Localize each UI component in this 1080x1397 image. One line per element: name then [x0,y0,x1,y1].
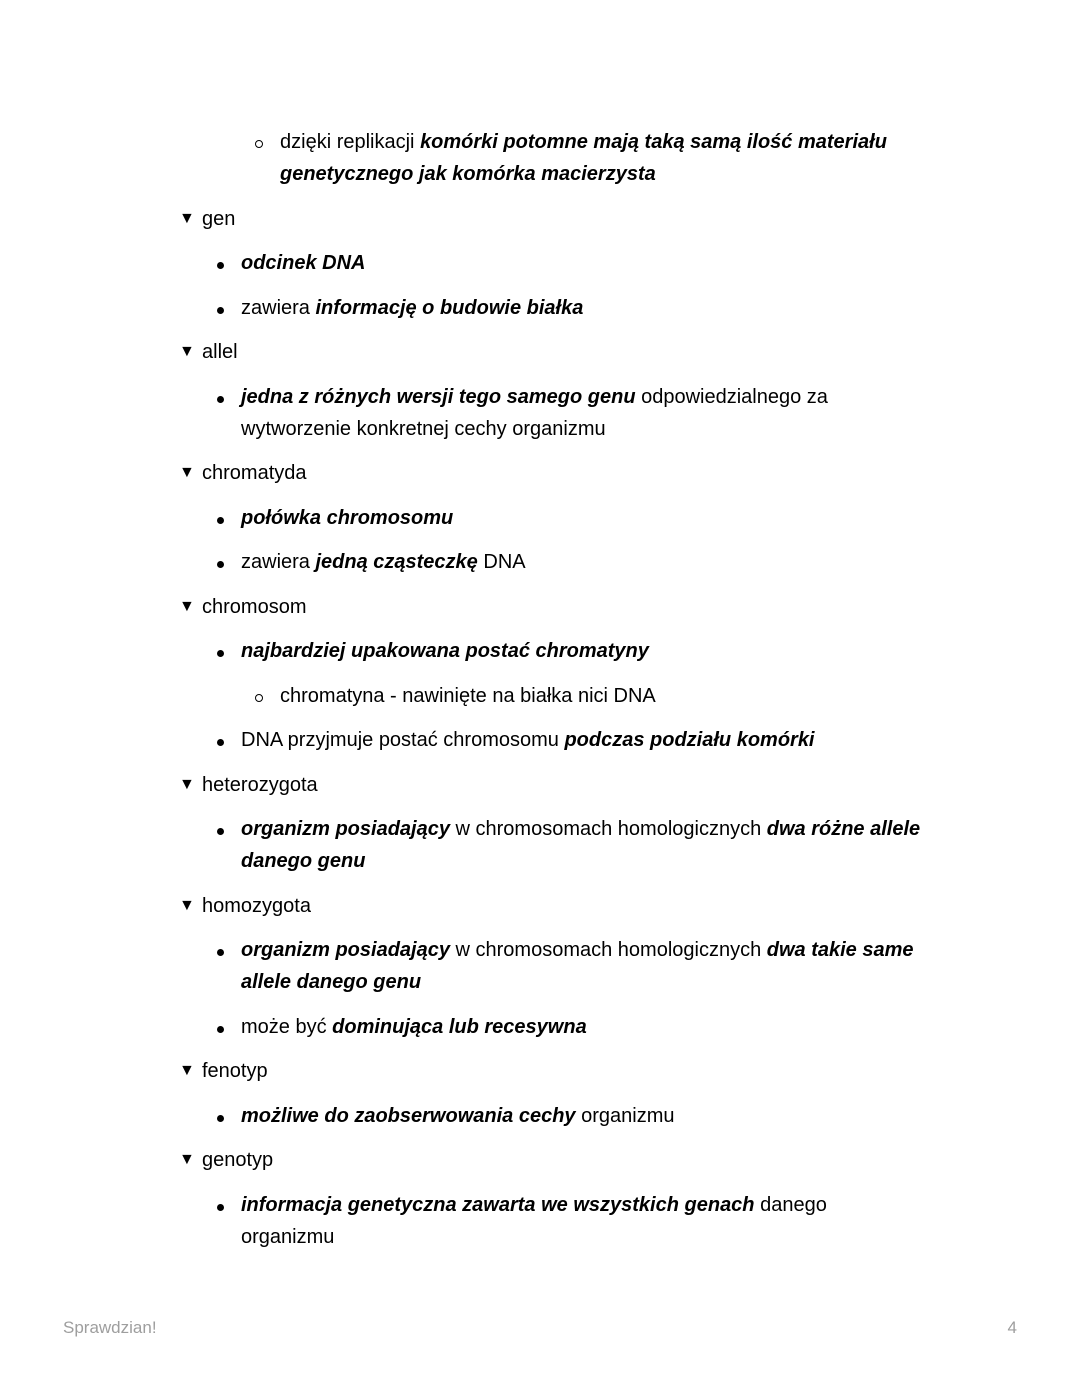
bullet-disc-icon [217,381,224,413]
plain-text: odpowiedzialnego za wytworzenie konkretnej cechy organizmu [241,385,828,440]
plain-text: zawiera [241,296,316,319]
list-item [0,381,1080,445]
list-item [0,635,1080,667]
toggle-triangle-icon[interactable]: ▼ [179,597,195,615]
plain-text: DNA [477,551,526,573]
item-text [202,890,922,922]
toggle-heading[interactable] [0,1144,1080,1176]
list-item [0,502,1080,534]
emphasized-text: organizm posiadający [241,939,450,961]
plain-text: danego organizmu [241,1193,827,1248]
emphasized-text: organizm posiadający [241,818,450,840]
toggle-heading[interactable] [0,1055,1080,1087]
toggle-heading[interactable] [0,769,1080,801]
item-text [241,635,921,667]
list-item [0,546,1080,578]
bullet-disc-icon [217,292,224,324]
list-item [0,247,1080,279]
list-item [0,1189,1080,1253]
emphasized-text: informacja genetyczna zawarta we wszystkich genach [241,1193,755,1216]
item-text [241,1100,921,1132]
item-text [241,1189,921,1253]
bullet-circle-icon [255,680,263,712]
bullet-disc-icon [217,635,224,667]
bullet-disc-icon [217,1011,224,1043]
toggle-triangle-icon[interactable]: ▼ [179,1062,195,1079]
bullet-disc-icon [217,502,224,534]
emphasized-text: dwa takie same allele danego genu [241,939,914,993]
plain-text: allel [202,341,238,363]
item-text [202,336,922,368]
bullet-circle-icon [255,126,263,158]
emphasized-text: informację o budowie białka [315,296,584,319]
plain-text: heterozygota [202,773,318,796]
item-text [241,813,921,877]
toggle-heading[interactable] [0,203,1080,235]
toggle-triangle-icon[interactable]: ▼ [179,1151,195,1168]
item-text [202,591,922,623]
toggle-heading[interactable] [0,591,1080,623]
footer-page-number: 4 [1007,1318,1017,1337]
emphasized-text: najbardziej upakowana postać chromatyny [241,640,649,662]
plain-text: zawiera [241,551,316,573]
list-item [0,813,1080,877]
toggle-triangle-icon[interactable]: ▼ [179,775,195,793]
bullet-disc-icon [217,546,224,578]
list-item [0,680,1080,712]
bullet-disc-icon [217,934,224,966]
list-item [0,292,1080,324]
list-item [0,724,1080,756]
emphasized-text: odcinek DNA [241,252,366,274]
plain-text: genotyp [202,1149,274,1171]
plain-text: DNA przyjmuje postać chromosomu [241,729,565,751]
item-text [280,126,940,190]
emphasized-text: możliwe do zaobserwowania cechy [241,1104,576,1127]
emphasized-text: dwa różne allele danego genu [241,818,921,872]
plain-text: fenotyp [202,1060,268,1082]
emphasized-text: dominująca lub recesywna [332,1015,587,1038]
toggle-heading[interactable] [0,890,1080,922]
plain-text: chromosom [202,595,307,618]
item-text [202,457,922,489]
plain-text: gen [202,207,236,230]
toggle-heading[interactable] [0,457,1080,489]
item-text [280,680,940,712]
toggle-triangle-icon[interactable]: ▼ [179,896,195,914]
plain-text: chromatyna - nawinięte na białka nici DNA [280,684,656,707]
toggle-triangle-icon[interactable]: ▼ [179,343,195,360]
emphasized-text: komórki potomne mają taką samą ilość materiału genetycznego jak komórka macierzysta [280,131,887,185]
item-text [202,203,922,235]
item-text [241,502,921,534]
bullet-disc-icon [217,1189,224,1221]
plain-text: w chromosomach homologicznych [449,818,767,840]
plain-text: może być [241,1015,333,1038]
emphasized-text: połówka chromosomu [241,506,454,529]
item-text [241,292,921,324]
plain-text: organizmu [575,1104,675,1127]
bullet-disc-icon [217,813,224,845]
item-text [241,724,921,756]
list-item [0,1011,1080,1043]
emphasized-text: jedna z różnych wersji tego samego genu [241,385,636,408]
plain-text: chromatyda [202,462,307,484]
bullet-disc-icon [217,724,224,756]
item-text [241,934,921,998]
toggle-heading[interactable] [0,336,1080,368]
footer-document-title: Sprawdzian! [63,1318,157,1337]
document-outline [0,126,1080,1265]
item-text [202,1144,922,1176]
list-item [0,934,1080,998]
plain-text: w chromosomach homologicznych [449,939,767,961]
toggle-triangle-icon[interactable]: ▼ [179,209,195,227]
item-text [202,1055,922,1087]
item-text [241,381,921,445]
bullet-disc-icon [217,1100,224,1132]
bullet-disc-icon [217,247,224,279]
emphasized-text: jedną cząsteczkę [315,551,478,573]
item-text [241,1011,921,1043]
item-text [241,247,921,279]
list-item [0,126,1080,190]
emphasized-text: podczas podziału komórki [564,729,815,751]
item-text [241,546,921,578]
toggle-triangle-icon[interactable]: ▼ [179,464,195,481]
plain-text: dzięki replikacji [280,131,421,153]
item-text [202,769,922,801]
list-item [0,1100,1080,1132]
plain-text: homozygota [202,894,311,917]
